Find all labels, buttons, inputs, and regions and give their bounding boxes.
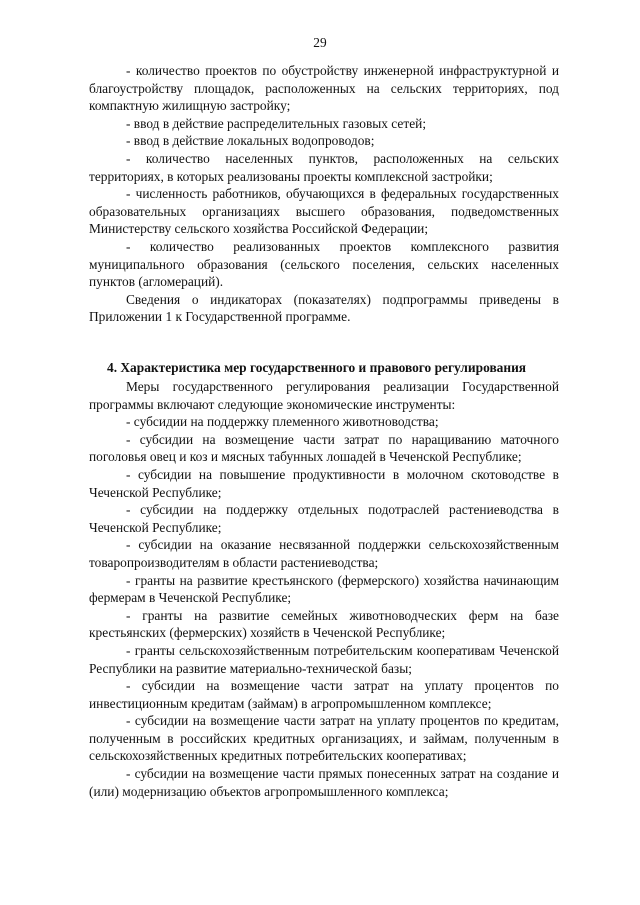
paragraph: - субсидии на возмещение части затрат на уплату процентов по инвестиционным кредитам (займам) в агропромышленном комплексе;	[89, 678, 559, 711]
paragraph: - гранты на развитие крестьянского (фермерского) хозяйства начинающим фермерам в Чеченской Республике;	[89, 572, 559, 606]
paragraph: Меры государственного регулирования реализации Государственной программы включают следующие экономические инструменты:	[89, 379, 559, 412]
paragraph: - количество населенных пунктов, расположенных на сельских территориях, в которых реализованы проекты комплексной застройки;	[89, 150, 559, 184]
section-heading-block	[89, 359, 559, 377]
paragraph: - субсидии на повышение продуктивности в молочном скотоводстве в Чеченской Республике;	[89, 466, 559, 500]
page-number: 29	[313, 35, 327, 50]
section-heading: 4. Характеристика мер государственного и правового регулирования	[107, 360, 527, 375]
paragraph: - ввод в действие локальных водопроводов;	[126, 133, 375, 149]
paragraph: - субсидии на возмещение части прямых понесенных затрат на создание и (или) модернизацию объектов агропромышленного комплекса;	[89, 766, 559, 799]
paragraph: - количество реализованных проектов комплексного развития муниципального образования (сельского поселения, сельских населенных пунктов (агломераций).	[89, 238, 559, 290]
paragraph: - субсидии на оказание несвязанной поддержки сельскохозяйственным товаропроизводителям в области растениеводства;	[89, 537, 559, 570]
section-measures-list	[89, 378, 559, 800]
paragraph: - субсидии на поддержку отдельных подотраслей растениеводства в Чеченской Республике;	[89, 502, 559, 535]
section-indicators-list	[89, 62, 559, 326]
paragraph: - количество проектов по обустройству инженерной инфраструктурной и благоустройству площадок, расположенных на сельских территориях, под компактную жилищную застройку;	[89, 63, 559, 114]
paragraph: - субсидии на возмещение части затрат по наращиванию маточного поголовья овец и коз и мясных табунных лошадей в Чеченской Республике;	[89, 431, 559, 465]
paragraph: - ввод в действие распределительных газовых сетей;	[126, 115, 427, 131]
paragraph: Сведения о индикаторах (показателях) подпрограммы приведены в Приложении 1 к Государственной программе.	[89, 291, 559, 325]
paragraph: - гранты на развитие семейных животноводческих ферм на базе крестьянских (фермерских) хозяйств в Чеченской Республике;	[89, 607, 559, 641]
paragraph: - субсидии на возмещение части затрат на уплату процентов по кредитам, полученным в российских кредитных организациях, и займам, полученным в сельскохозяйственных кредитных потребительских кооперативах;	[89, 713, 559, 764]
paragraph: - гранты сельскохозяйственным потребительским кооперативам Чеченской Республики на развитие материально-технической базы;	[89, 642, 559, 676]
paragraph: - численность работников, обучающихся в федеральных государственных образовательных организациях высшего образования, подведомственных Министерству сельского хозяйства Российской Федерации;	[89, 186, 559, 237]
paragraph: - субсидии на поддержку племенного животноводства;	[126, 414, 439, 430]
